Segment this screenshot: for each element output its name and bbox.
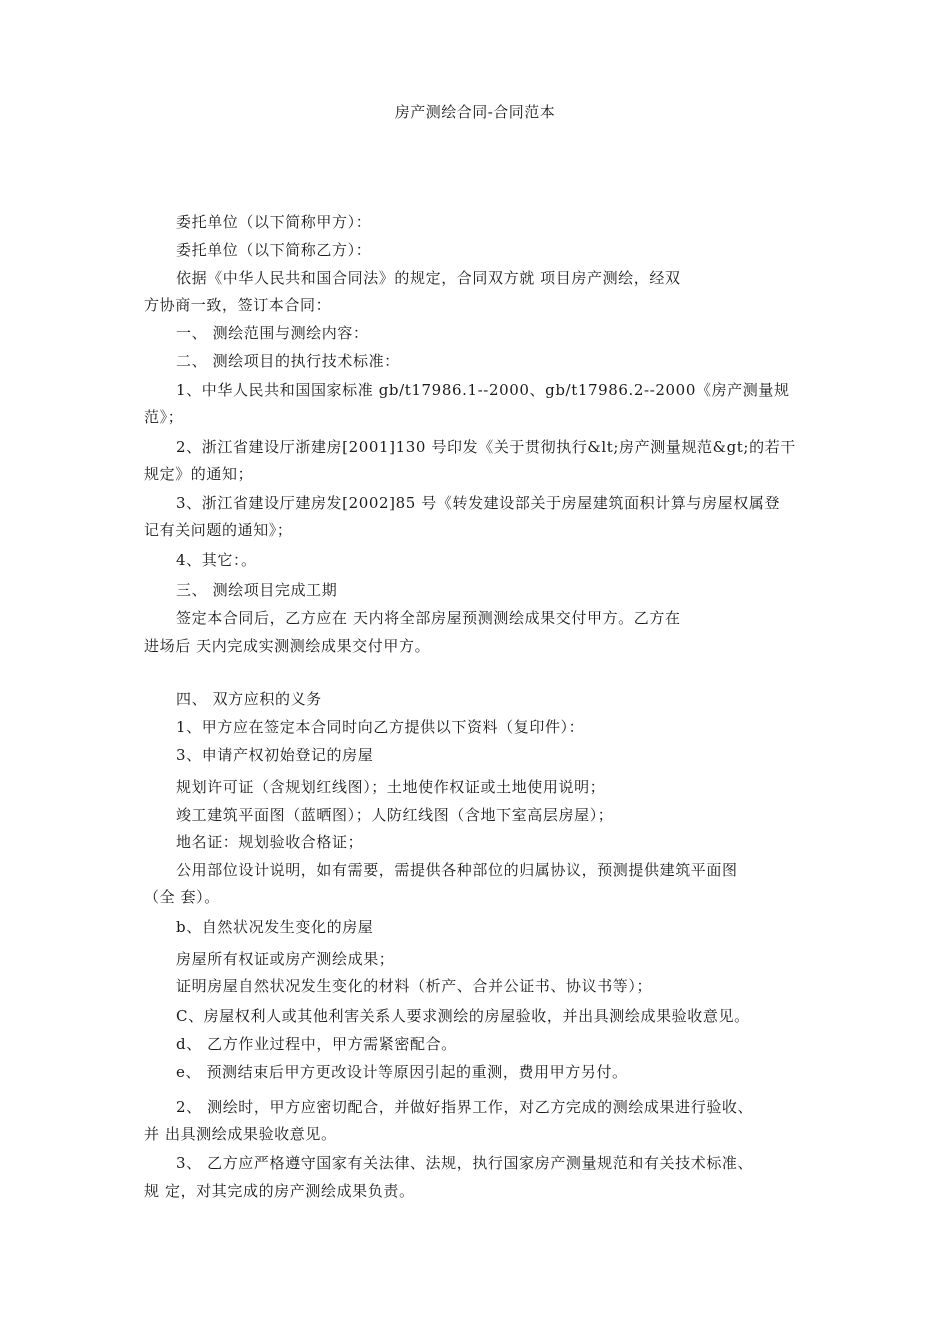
- paragraph-line: 委托单位（以下简称乙方）：: [176, 241, 372, 259]
- paragraph-line: 三、 测绘项目完成工期: [176, 581, 338, 599]
- paragraph-line: 签定本合同后，乙方应在 天内将全部房屋预测测绘成果交付甲方。乙方在: [176, 609, 681, 627]
- paragraph-line: （全 套）。: [144, 888, 220, 906]
- paragraph-line: 记有关问题的通知》；: [144, 521, 293, 539]
- paragraph-line: 3、申请产权初始登记的房屋: [176, 746, 374, 764]
- paragraph-line: 规划许可证（含规划红线图）；土地使作权证或土地使用说明；: [176, 778, 606, 796]
- document-title: 房产测绘合同-合同范本: [394, 103, 556, 121]
- paragraph-line: 证明房屋自然状况发生变化的材料（析产、合并公证书、协议书等）；: [176, 977, 653, 995]
- paragraph-line: 并 出具测绘成果验收意见。: [144, 1125, 337, 1143]
- paragraph-line: 规 定，对其完成的房产测绘成果负责。: [144, 1182, 415, 1200]
- paragraph-line: e、 预测结束后甲方更改设计等原因引起的重测，费用甲方另付。: [176, 1063, 628, 1081]
- paragraph-line: b、自然状况发生变化的房屋: [176, 918, 374, 936]
- paragraph-line: 进场后 天内完成实测测绘成果交付甲方。: [144, 637, 431, 655]
- paragraph-line: 1、中华人民共和国国家标准 gb/t17986.1--2000、gb/t17986.2--2000《房产测量规: [176, 381, 790, 399]
- paragraph-line: 四、 双方应积的义务: [176, 690, 322, 708]
- paragraph-line: 1、甲方应在签定本合同时向乙方提供以下资料（复印件）：: [176, 718, 585, 736]
- paragraph-line: 地名证：规划验收合格证；: [176, 833, 364, 851]
- paragraph-line: 依据《中华人民共和国合同法》的规定，合同双方就 项目房产测绘，经双: [176, 269, 681, 287]
- paragraph-line: 2、浙江省建设厅浙建房[2001]130 号印发《关于贯彻执行&lt;房产测量规范&gt;的若干: [176, 438, 796, 456]
- paragraph-line: 房屋所有权证或房产测绘成果；: [176, 950, 395, 968]
- paragraph-line: 4、其它：。: [176, 551, 257, 569]
- paragraph-line: 方协商一致，签订本合同：: [144, 296, 332, 314]
- paragraph-line: 竣工建筑平面图（蓝晒图）；人防红线图（含地下室高层房屋）；: [176, 806, 614, 824]
- paragraph-line: 范》；: [144, 408, 184, 426]
- paragraph-line: 2、 测绘时，甲方应密切配合，并做好指界工作，对乙方完成的测绘成果进行验收、: [176, 1098, 754, 1116]
- paragraph-line: 公用部位设计说明，如有需要，需提供各种部位的归属协议，预测提供建筑平面图: [176, 861, 738, 879]
- paragraph-line: 3、 乙方应严格遵守国家有关法律、法规，执行国家房产测量规范和有关技术标准、: [176, 1154, 754, 1172]
- paragraph-line: 规定》的通知；: [144, 465, 254, 483]
- paragraph-line: 二、 测绘项目的执行技术标准：: [176, 352, 400, 370]
- paragraph-line: 一、 测绘范围与测绘内容：: [176, 324, 369, 342]
- paragraph-line: d、 乙方作业过程中，甲方需紧密配合。: [176, 1035, 457, 1053]
- paragraph-line: 委托单位（以下简称甲方）：: [176, 213, 372, 231]
- paragraph-line: 3、浙江省建设厅建房发[2002]85 号《转发建设部关于房屋建筑面积计算与房屋权属登: [176, 494, 781, 512]
- paragraph-line: C、房屋权利人或其他利害关系人要求测绘的房屋验收，并出具测绘成果验收意见。: [176, 1007, 750, 1025]
